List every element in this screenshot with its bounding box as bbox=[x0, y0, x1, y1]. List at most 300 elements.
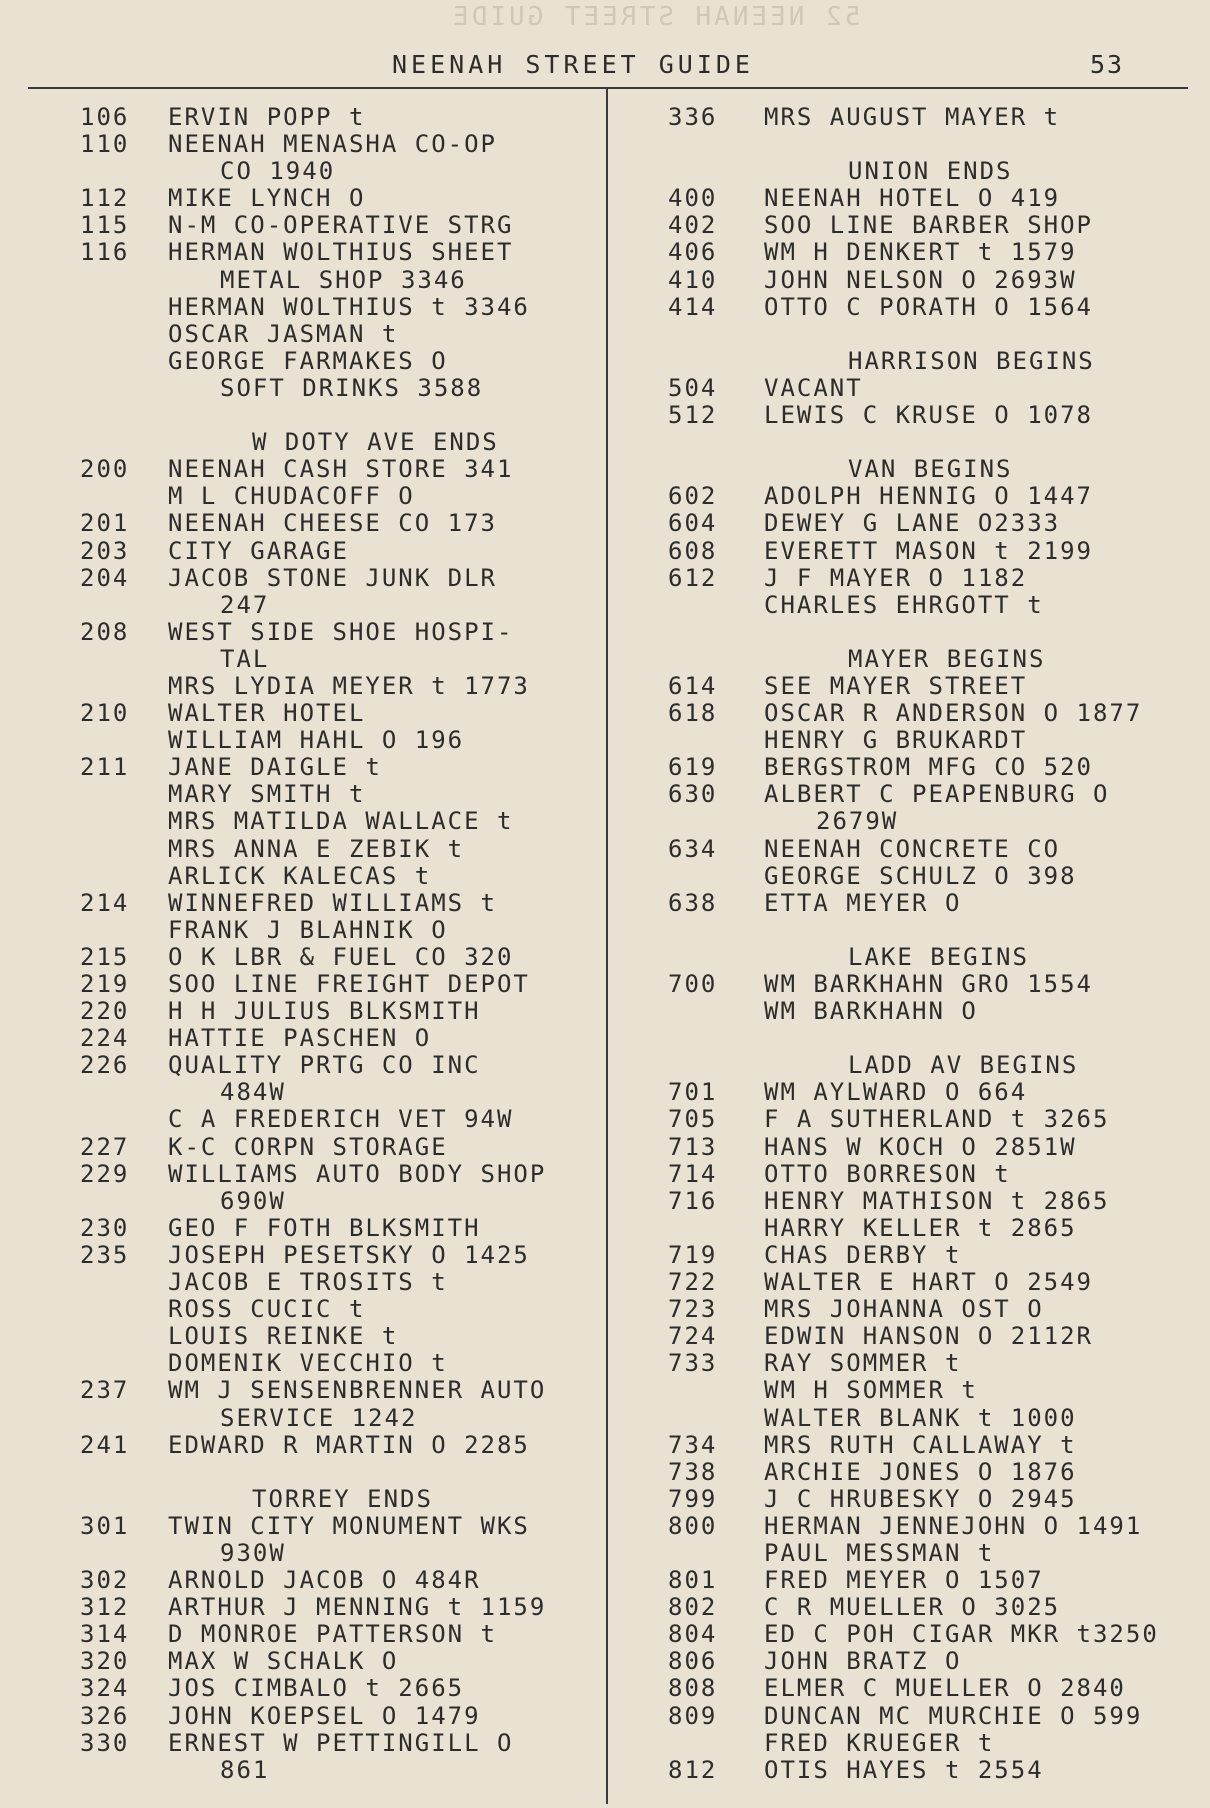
house-number bbox=[668, 944, 764, 971]
house-number: 733 bbox=[668, 1349, 718, 1378]
directory-row bbox=[668, 727, 1188, 754]
entry-text: J F MAYER O 1182 bbox=[764, 563, 1028, 592]
entry-text: EDWIN HANSON O 2112R bbox=[764, 1322, 1093, 1351]
house-number bbox=[668, 158, 764, 185]
entry-text: VACANT bbox=[764, 373, 863, 402]
directory-row bbox=[668, 538, 1188, 565]
house-number bbox=[80, 1296, 168, 1323]
entry-text: ED C POH CIGAR MKR t3250 bbox=[764, 1620, 1159, 1649]
house-number: 226 bbox=[80, 1051, 130, 1080]
directory-row bbox=[668, 1377, 1188, 1404]
house-number bbox=[80, 727, 168, 754]
entry-text: FRANK J BLAHNIK O bbox=[168, 915, 448, 944]
section-heading-row bbox=[668, 348, 1188, 375]
house-number: 214 bbox=[80, 888, 130, 917]
house-number: 800 bbox=[668, 1511, 718, 1540]
entry-text: H H JULIUS BLKSMITH bbox=[168, 997, 481, 1026]
entry-text: ERVIN POPP t bbox=[168, 103, 366, 131]
directory-row bbox=[80, 1106, 595, 1133]
house-number: 738 bbox=[668, 1457, 718, 1486]
directory-row bbox=[668, 1350, 1188, 1377]
directory-row bbox=[80, 294, 595, 321]
entry-text: JOS CIMBALO t 2665 bbox=[168, 1674, 465, 1703]
entry-text: HERMAN WOLTHIUS t 3346 bbox=[168, 292, 530, 321]
entry-text: EVERETT MASON t 2199 bbox=[764, 536, 1093, 565]
directory-row bbox=[668, 483, 1188, 510]
house-number bbox=[80, 267, 168, 294]
entry-continuation: 861 bbox=[220, 1755, 270, 1784]
house-number bbox=[668, 456, 764, 483]
directory-row bbox=[80, 1242, 595, 1269]
directory-row bbox=[80, 1567, 595, 1594]
page-title: NEENAH STREET GUIDE bbox=[392, 50, 754, 79]
house-number: 106 bbox=[80, 103, 130, 131]
house-number: 602 bbox=[668, 482, 718, 511]
house-number: 612 bbox=[668, 563, 718, 592]
directory-row bbox=[668, 1459, 1188, 1486]
directory-row bbox=[80, 267, 595, 294]
entry-continuation: 930W bbox=[220, 1538, 286, 1567]
directory-row bbox=[668, 1567, 1188, 1594]
left-column bbox=[80, 104, 595, 1784]
directory-row bbox=[668, 1594, 1188, 1621]
directory-row bbox=[668, 863, 1188, 890]
directory-row bbox=[80, 1513, 595, 1540]
section-heading-row bbox=[668, 456, 1188, 483]
entry-text: DUNCAN MC MURCHIE O 599 bbox=[764, 1701, 1143, 1730]
directory-row bbox=[668, 565, 1188, 592]
entry-text: ALBERT C PEAPENBURG O bbox=[764, 780, 1110, 809]
house-number: 227 bbox=[80, 1132, 130, 1161]
house-number bbox=[668, 808, 764, 835]
entry-text: MRS MATILDA WALLACE t bbox=[168, 807, 514, 836]
house-number: 719 bbox=[668, 1240, 718, 1269]
house-number bbox=[668, 1377, 764, 1404]
house-number: 713 bbox=[668, 1132, 718, 1161]
directory-row bbox=[80, 1648, 595, 1675]
house-number bbox=[80, 673, 168, 700]
entry-text: JOSEPH PESETSKY O 1425 bbox=[168, 1240, 530, 1269]
house-number: 701 bbox=[668, 1078, 718, 1107]
house-number: 614 bbox=[668, 671, 718, 700]
section-heading: MAYER BEGINS bbox=[848, 644, 1046, 673]
house-number: 219 bbox=[80, 970, 130, 998]
house-number: 724 bbox=[668, 1322, 718, 1351]
directory-row bbox=[80, 592, 595, 619]
section-heading: W DOTY AVE ENDS bbox=[252, 428, 499, 457]
section-heading: HARRISON BEGINS bbox=[848, 346, 1095, 375]
house-number: 115 bbox=[80, 211, 130, 240]
section-heading: TORREY ENDS bbox=[252, 1484, 433, 1513]
directory-row bbox=[668, 1106, 1188, 1133]
entry-text: NEENAH HOTEL O 419 bbox=[764, 184, 1061, 213]
entry-text: WM J SENSENBRENNER AUTO bbox=[168, 1376, 547, 1405]
entry-text: HANS W KOCH O 2851W bbox=[764, 1132, 1077, 1161]
directory-row bbox=[668, 402, 1188, 429]
directory-row bbox=[80, 1188, 595, 1215]
house-number: 512 bbox=[668, 401, 718, 430]
section-heading: UNION ENDS bbox=[848, 157, 1013, 186]
directory-row bbox=[668, 781, 1188, 808]
house-number: 809 bbox=[668, 1701, 718, 1730]
directory-row bbox=[80, 321, 595, 348]
house-number bbox=[80, 1350, 168, 1377]
directory-row bbox=[668, 700, 1188, 727]
directory-row bbox=[668, 1405, 1188, 1432]
directory-row bbox=[80, 1323, 595, 1350]
directory-row bbox=[80, 538, 595, 565]
entry-text: MARY SMITH t bbox=[168, 780, 366, 809]
entry-text: ARNOLD JACOB O 484R bbox=[168, 1566, 481, 1595]
directory-row bbox=[80, 1269, 595, 1296]
house-number bbox=[80, 592, 168, 619]
entry-text: HENRY G BRUKARDT bbox=[764, 726, 1028, 755]
directory-row bbox=[80, 917, 595, 944]
entry-text: ADOLPH HENNIG O 1447 bbox=[764, 482, 1093, 511]
directory-row bbox=[668, 1675, 1188, 1702]
house-number: 211 bbox=[80, 753, 130, 782]
entry-text: JACOB E TROSITS t bbox=[168, 1268, 448, 1297]
entry-continuation: METAL SHOP 3346 bbox=[220, 265, 467, 294]
house-number: 714 bbox=[668, 1159, 718, 1188]
section-heading-row bbox=[668, 646, 1188, 673]
house-number: 110 bbox=[80, 130, 130, 159]
directory-row bbox=[668, 971, 1188, 998]
directory-row bbox=[80, 375, 595, 402]
entry-text: FRED MEYER O 1507 bbox=[764, 1566, 1044, 1595]
directory-row bbox=[80, 727, 595, 754]
house-number bbox=[668, 1730, 764, 1757]
directory-row bbox=[668, 239, 1188, 266]
entry-text: J C HRUBESKY O 2945 bbox=[764, 1484, 1077, 1513]
house-number: 215 bbox=[80, 942, 130, 971]
directory-row bbox=[80, 456, 595, 483]
directory-row bbox=[80, 1134, 595, 1161]
directory-row bbox=[80, 700, 595, 727]
house-number bbox=[668, 1405, 764, 1432]
directory-row bbox=[80, 1350, 595, 1377]
entry-text: ARTHUR J MENNING t 1159 bbox=[168, 1593, 547, 1622]
directory-row bbox=[668, 1079, 1188, 1106]
entry-text: GEO F FOTH BLKSMITH bbox=[168, 1213, 481, 1242]
house-number: 410 bbox=[668, 265, 718, 294]
house-number: 336 bbox=[668, 103, 718, 131]
entry-text: BERGSTROM MFG CO 520 bbox=[764, 753, 1093, 782]
house-number: 722 bbox=[668, 1268, 718, 1297]
entry-text: JANE DAIGLE t bbox=[168, 753, 382, 782]
blank-line bbox=[80, 1459, 595, 1486]
directory-row bbox=[80, 619, 595, 646]
house-number: 604 bbox=[668, 509, 718, 538]
house-number: 806 bbox=[668, 1647, 718, 1676]
house-number bbox=[668, 998, 764, 1025]
entry-text: SEE MAYER STREET bbox=[764, 671, 1028, 700]
house-number bbox=[80, 294, 168, 321]
house-number: 237 bbox=[80, 1376, 130, 1405]
house-number bbox=[80, 429, 168, 456]
house-number bbox=[80, 1757, 168, 1784]
entry-text: MRS ANNA E ZEBIK t bbox=[168, 834, 465, 863]
entry-text: TWIN CITY MONUMENT WKS bbox=[168, 1511, 530, 1540]
directory-row bbox=[80, 808, 595, 835]
entry-text: CHAS DERBY t bbox=[764, 1240, 962, 1269]
directory-row bbox=[80, 483, 595, 510]
entry-text: RAY SOMMER t bbox=[764, 1349, 962, 1378]
entry-text: K-C CORPN STORAGE bbox=[168, 1132, 448, 1161]
house-number: 326 bbox=[80, 1701, 130, 1730]
directory-row bbox=[668, 1621, 1188, 1648]
directory-row bbox=[668, 1296, 1188, 1323]
directory-row bbox=[80, 1540, 595, 1567]
entry-text: WEST SIDE SHOE HOSPI- bbox=[168, 617, 514, 646]
directory-row bbox=[80, 1621, 595, 1648]
house-number: 638 bbox=[668, 888, 718, 917]
house-number: 320 bbox=[80, 1647, 130, 1676]
house-number bbox=[668, 1052, 764, 1079]
column-divider bbox=[606, 89, 608, 1804]
entry-continuation: TAL bbox=[220, 644, 270, 673]
directory-row bbox=[668, 1648, 1188, 1675]
directory-row bbox=[668, 1757, 1188, 1784]
directory-row bbox=[668, 836, 1188, 863]
entry-text: MAX W SCHALK O bbox=[168, 1647, 399, 1676]
entry-text: OTTO C PORATH O 1564 bbox=[764, 292, 1093, 321]
directory-row bbox=[668, 1730, 1188, 1757]
house-number bbox=[668, 1215, 764, 1242]
house-number: 229 bbox=[80, 1159, 130, 1188]
house-number: 801 bbox=[668, 1566, 718, 1595]
entry-text: OTIS HAYES t 2554 bbox=[764, 1755, 1044, 1784]
house-number: 330 bbox=[80, 1728, 130, 1757]
house-number: 705 bbox=[668, 1105, 718, 1134]
entry-text: SOO LINE FREIGHT DEPOT bbox=[168, 970, 530, 998]
entry-text: HERMAN JENNEJOHN O 1491 bbox=[764, 1511, 1143, 1540]
directory-row bbox=[80, 836, 595, 863]
house-number: 734 bbox=[668, 1430, 718, 1459]
directory-row bbox=[80, 998, 595, 1025]
directory-row bbox=[80, 754, 595, 781]
directory-row bbox=[668, 673, 1188, 700]
house-number: 235 bbox=[80, 1240, 130, 1269]
entry-continuation: SERVICE 1242 bbox=[220, 1403, 418, 1432]
house-number: 618 bbox=[668, 699, 718, 728]
house-number bbox=[80, 483, 168, 510]
house-number bbox=[80, 1323, 168, 1350]
directory-row bbox=[80, 104, 595, 131]
entry-text: ELMER C MUELLER O 2840 bbox=[764, 1674, 1126, 1703]
directory-row bbox=[668, 1188, 1188, 1215]
house-number bbox=[80, 1486, 168, 1513]
entry-text: N-M CO-OPERATIVE STRG bbox=[168, 211, 514, 240]
house-number: 799 bbox=[668, 1484, 718, 1513]
entry-text: MIKE LYNCH O bbox=[168, 184, 366, 213]
section-heading-row bbox=[668, 944, 1188, 971]
house-number: 230 bbox=[80, 1213, 130, 1242]
directory-row bbox=[80, 1215, 595, 1242]
house-number: 402 bbox=[668, 211, 718, 240]
section-heading: LAKE BEGINS bbox=[848, 942, 1029, 971]
entry-text: M L CHUDACOFF O bbox=[168, 482, 415, 511]
directory-row bbox=[668, 1486, 1188, 1513]
house-number bbox=[668, 863, 764, 890]
house-number bbox=[80, 836, 168, 863]
section-heading-row bbox=[668, 158, 1188, 185]
entry-text: JOHN NELSON O 2693W bbox=[764, 265, 1077, 294]
entry-text: WINNEFRED WILLIAMS t bbox=[168, 888, 497, 917]
directory-row bbox=[668, 212, 1188, 239]
house-number: 301 bbox=[80, 1511, 130, 1540]
directory-row bbox=[80, 646, 595, 673]
directory-row bbox=[80, 158, 595, 185]
blank-line bbox=[668, 917, 1188, 944]
entry-text: WM BARKHAHN O bbox=[764, 997, 978, 1026]
entry-text: NEENAH CHEESE CO 173 bbox=[168, 509, 497, 538]
directory-row bbox=[668, 104, 1188, 131]
house-number: 808 bbox=[668, 1674, 718, 1703]
directory-row bbox=[668, 1269, 1188, 1296]
directory-row bbox=[80, 185, 595, 212]
directory-row bbox=[668, 185, 1188, 212]
house-number: 112 bbox=[80, 184, 130, 213]
entry-continuation: 247 bbox=[220, 590, 270, 619]
entry-text: WM BARKHAHN GRO 1554 bbox=[764, 970, 1093, 998]
section-heading: VAN BEGINS bbox=[848, 455, 1013, 484]
directory-row bbox=[80, 673, 595, 700]
entry-continuation: 484W bbox=[220, 1078, 286, 1107]
house-number: 804 bbox=[668, 1620, 718, 1649]
house-number: 201 bbox=[80, 509, 130, 538]
directory-row bbox=[668, 375, 1188, 402]
section-heading-row bbox=[80, 1486, 595, 1513]
house-number bbox=[80, 1188, 168, 1215]
directory-row bbox=[80, 863, 595, 890]
entry-text: ARLICK KALECAS t bbox=[168, 861, 432, 890]
entry-text: ROSS CUCIC t bbox=[168, 1295, 366, 1324]
entry-continuation: 2679W bbox=[816, 807, 899, 836]
house-number: 224 bbox=[80, 1024, 130, 1053]
directory-row bbox=[668, 1540, 1188, 1567]
entry-text: NEENAH MENASHA CO-OP bbox=[168, 130, 497, 159]
entry-text: ERNEST W PETTINGILL O bbox=[168, 1728, 514, 1757]
entry-text: JOHN KOEPSEL O 1479 bbox=[168, 1701, 481, 1730]
directory-row bbox=[80, 1025, 595, 1052]
house-number: 504 bbox=[668, 373, 718, 402]
house-number bbox=[80, 348, 168, 375]
house-number bbox=[668, 592, 764, 619]
entry-continuation: CO 1940 bbox=[220, 157, 336, 186]
house-number bbox=[80, 1269, 168, 1296]
entry-text: HENRY MATHISON t 2865 bbox=[764, 1186, 1110, 1215]
house-number bbox=[80, 646, 168, 673]
entry-text: NEENAH CASH STORE 341 bbox=[168, 455, 514, 484]
house-number: 203 bbox=[80, 536, 130, 565]
entry-text: WALTER HOTEL bbox=[168, 699, 366, 728]
house-number: 208 bbox=[80, 617, 130, 646]
directory-row bbox=[80, 239, 595, 266]
directory-row bbox=[80, 348, 595, 375]
directory-row bbox=[668, 1513, 1188, 1540]
directory-row bbox=[80, 565, 595, 592]
entry-continuation: 690W bbox=[220, 1186, 286, 1215]
directory-row bbox=[80, 1730, 595, 1757]
entry-text: DEWEY G LANE O2333 bbox=[764, 509, 1061, 538]
entry-text: QUALITY PRTG CO INC bbox=[168, 1051, 481, 1080]
entry-text: WALTER E HART O 2549 bbox=[764, 1268, 1093, 1297]
directory-row bbox=[668, 510, 1188, 537]
house-number bbox=[80, 1405, 168, 1432]
entry-text: HATTIE PASCHEN O bbox=[168, 1024, 432, 1053]
section-heading-row bbox=[668, 1052, 1188, 1079]
entry-text: MRS RUTH CALLAWAY t bbox=[764, 1430, 1077, 1459]
entry-text: WILLIAMS AUTO BODY SHOP bbox=[168, 1159, 547, 1188]
house-number: 210 bbox=[80, 699, 130, 728]
directory-row bbox=[80, 1405, 595, 1432]
entry-text: WM AYLWARD O 664 bbox=[764, 1078, 1028, 1107]
page-header bbox=[0, 50, 1210, 90]
directory-row bbox=[80, 971, 595, 998]
entry-text: HERMAN WOLTHIUS SHEET bbox=[168, 238, 514, 267]
entry-text: OSCAR JASMAN t bbox=[168, 319, 399, 348]
entry-text: SOO LINE BARBER SHOP bbox=[764, 211, 1093, 240]
directory-row bbox=[80, 1757, 595, 1784]
entry-text: WM H DENKERT t 1579 bbox=[764, 238, 1077, 267]
directory-row bbox=[668, 808, 1188, 835]
house-number: 200 bbox=[80, 455, 130, 484]
entry-text: MRS LYDIA MEYER t 1773 bbox=[168, 671, 530, 700]
directory-row bbox=[80, 1377, 595, 1404]
house-number bbox=[80, 917, 168, 944]
house-number: 802 bbox=[668, 1593, 718, 1622]
directory-row bbox=[668, 1323, 1188, 1350]
directory-row bbox=[668, 1161, 1188, 1188]
house-number: 220 bbox=[80, 997, 130, 1026]
directory-row bbox=[668, 1242, 1188, 1269]
section-heading: LADD AV BEGINS bbox=[848, 1051, 1079, 1080]
entry-text: JACOB STONE JUNK DLR bbox=[168, 563, 497, 592]
house-number: 204 bbox=[80, 563, 130, 592]
entry-text: O K LBR & FUEL CO 320 bbox=[168, 942, 514, 971]
directory-row bbox=[668, 294, 1188, 321]
house-number bbox=[80, 158, 168, 185]
entry-text: CITY GARAGE bbox=[168, 536, 349, 565]
entry-text: WM H SOMMER t bbox=[764, 1376, 978, 1405]
entry-text: LOUIS REINKE t bbox=[168, 1322, 399, 1351]
directory-row bbox=[668, 1432, 1188, 1459]
directory-row bbox=[668, 592, 1188, 619]
house-number bbox=[668, 646, 764, 673]
house-number bbox=[668, 348, 764, 375]
house-number bbox=[80, 1540, 168, 1567]
directory-row bbox=[80, 1161, 595, 1188]
house-number: 302 bbox=[80, 1566, 130, 1595]
directory-row bbox=[80, 1594, 595, 1621]
directory-row bbox=[80, 1296, 595, 1323]
directory-row bbox=[80, 1703, 595, 1730]
entry-text: OTTO BORRESON t bbox=[764, 1159, 1011, 1188]
entry-text: ARCHIE JONES O 1876 bbox=[764, 1457, 1077, 1486]
entry-text: CHARLES EHRGOTT t bbox=[764, 590, 1044, 619]
house-number bbox=[80, 375, 168, 402]
directory-row bbox=[80, 131, 595, 158]
directory-row bbox=[80, 1052, 595, 1079]
section-heading-row bbox=[80, 429, 595, 456]
directory-row bbox=[80, 1675, 595, 1702]
house-number: 241 bbox=[80, 1430, 130, 1459]
house-number: 634 bbox=[668, 834, 718, 863]
directory-row bbox=[80, 781, 595, 808]
house-number: 314 bbox=[80, 1620, 130, 1649]
house-number: 116 bbox=[80, 238, 130, 267]
